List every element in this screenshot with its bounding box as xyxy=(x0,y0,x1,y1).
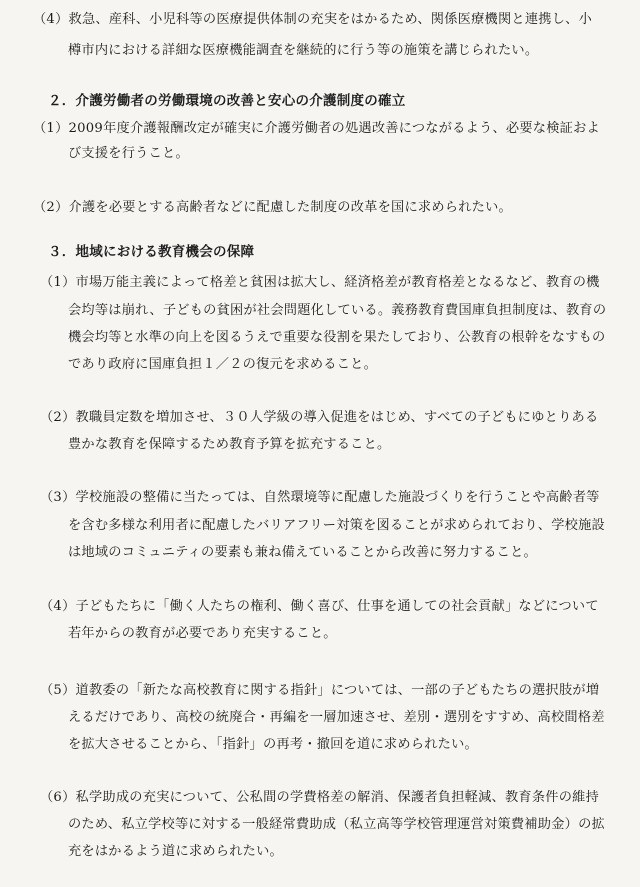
text-line: 若年からの教育が必要であり充実すること。 xyxy=(68,626,337,641)
text-line: び支援を行うこと。 xyxy=(68,146,189,161)
text-line: （2）教職員定数を増加させ、３０人学級の導入促進をはじめ、すべての子どもにゆとりある xyxy=(40,410,599,425)
text-line: （2）介護を必要とする高齢者などに配慮した制度の改革を国に求められたい。 xyxy=(33,200,512,215)
section-heading: ３．地域における教育機会の保障 xyxy=(48,244,255,260)
text-line: 会均等は崩れ、子どもの貧困が社会問題化している。義務教育費国庫負担制度は、教育の xyxy=(68,303,607,318)
text-line: 機会均等と水準の向上を図るうえで重要な役割を果たしており、公教育の根幹をなすもの xyxy=(68,330,606,345)
text-line: を拡大させることから、「指針」の再考・撤回を道に求められたい。 xyxy=(68,737,478,752)
text-line: を含む多様な利用者に配慮したバリアフリー対策を図ることが求められており、学校施設 xyxy=(68,518,605,533)
text-line: 豊かな教育を保障するため教育予算を拡充すること。 xyxy=(68,437,391,452)
text-line: 充をはかるよう道に求められたい。 xyxy=(68,844,283,859)
text-line: （1）2009年度介護報酬改定が確実に介護労働者の処遇改善につながるよう、必要な検証およ xyxy=(33,121,600,136)
text-line: （3）学校施設の整備に当たっては、自然環境等に配慮した施設づくりを行うことや高齢者等 xyxy=(40,490,600,505)
text-line: 樽市内における詳細な医療機能調査を継続的に行う等の施策を講じられたい。 xyxy=(68,43,539,58)
text-line: であり政府に国庫負担１／２の復元を求めること。 xyxy=(68,357,378,372)
text-line: （4）子どもたちに「働く人たちの権利、働く喜び、仕事を通しての社会貢献」などについて xyxy=(40,599,599,614)
text-line: （5）道教委の「新たな高校教育に関する指針」については、一部の子どもたちの選択肢が増 xyxy=(40,683,600,698)
text-line: （4）救急、産科、小児科等の医療提供体制の充実をはかるため、関係医療機関と連携し、小 xyxy=(33,12,593,27)
text-line: （1）市場万能主義によって格差と貧困は拡大し、経済格差が教育格差となるなど、教育の機 xyxy=(40,275,600,290)
text-line: のため、私立学校等に対する一般経常費助成（私立高等学校管理運営対策費補助金）の拡 xyxy=(68,817,605,832)
text-line: （6）私学助成の充実について、公私間の学費格差の解消、保護者負担軽減、教育条件の維持 xyxy=(40,790,600,805)
text-line: えるだけであり、高校の統廃合・再編を一層加速させ、差別・選別をすすめ、高校間格差 xyxy=(68,710,605,725)
text-line: は地域のコミュニティの要素も兼ね備えていることから改善に努力すること。 xyxy=(68,545,537,560)
section-heading: ２．介護労働者の労働環境の改善と安心の介護制度の確立 xyxy=(48,93,406,109)
